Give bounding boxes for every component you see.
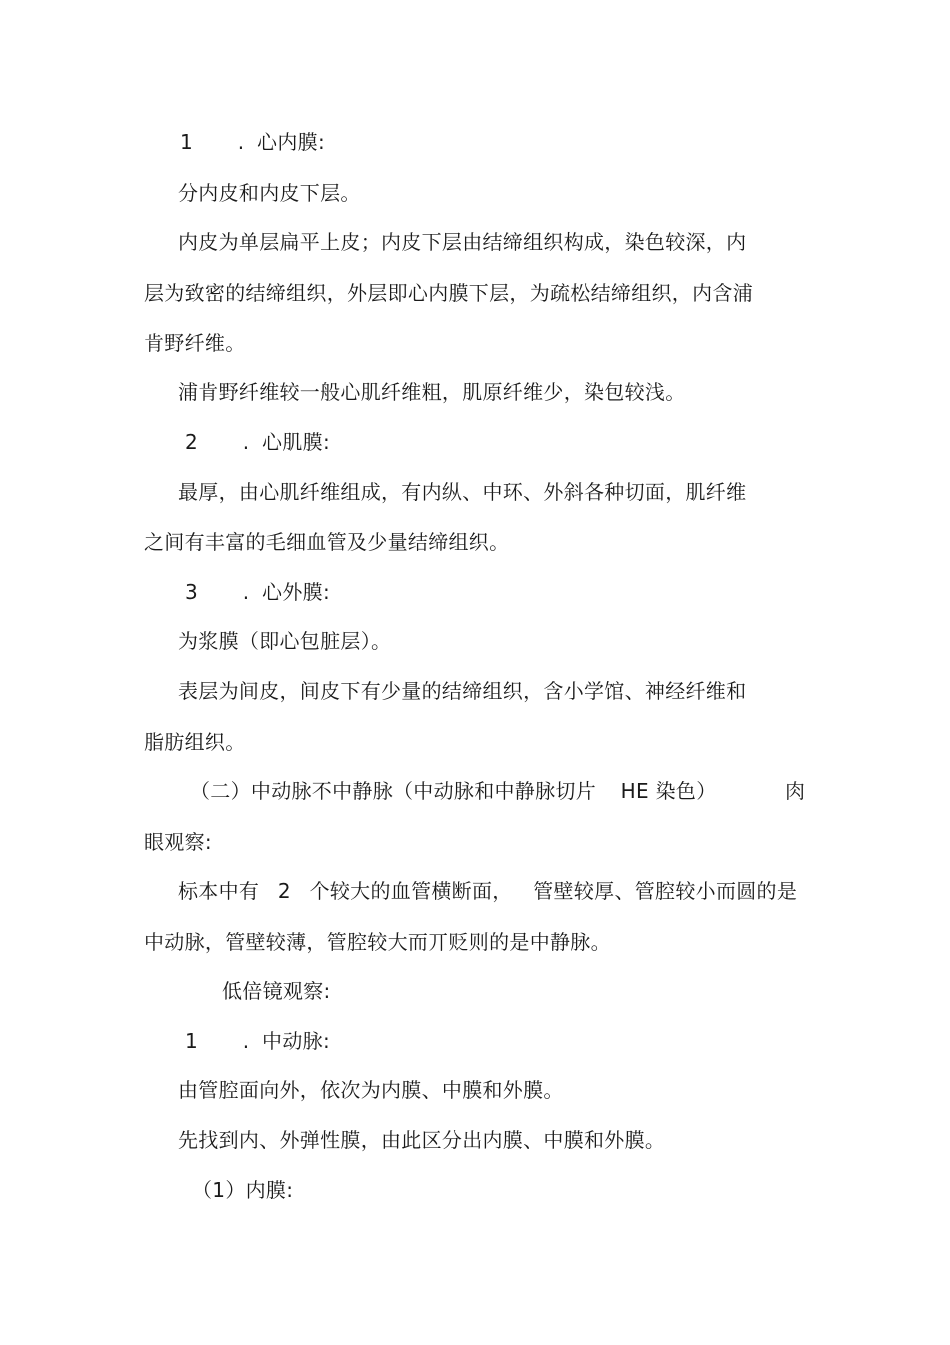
- paragraph: 先找到内、外弹性膜，由此区分出内膜、中膜和外膜。: [178, 1128, 666, 1152]
- heading-medium-artery: [185, 1028, 330, 1054]
- heading-endocardium: [180, 129, 325, 155]
- heading-epicardium: [185, 579, 330, 605]
- heading-label: 心外膜:: [262, 580, 330, 604]
- paragraph: 为浆膜（即心包脏层）。: [178, 629, 392, 653]
- heading-dot: .: [242, 580, 250, 604]
- heading-label: 心内膜:: [257, 130, 325, 154]
- heading-dot: .: [242, 1029, 250, 1053]
- paragraph-line: 层为致密的结缔组织，外层即心内膜下层，为疏松结缔组织，内含浦: [144, 281, 753, 305]
- paragraph-line: 肯野纤维。: [144, 331, 246, 355]
- heading-label: 心肌膜:: [262, 430, 330, 454]
- paragraph: 分内皮和内皮下层。: [178, 181, 361, 205]
- heading-number: 1: [185, 1029, 199, 1053]
- section-heading-line2: 眼观察:: [144, 830, 212, 854]
- heading-number: 2: [185, 430, 199, 454]
- heading-number: 1: [180, 130, 194, 154]
- subsection-low-magnification: 低倍镜观察:: [222, 979, 331, 1003]
- sub-heading-intima: （1）内膜:: [192, 1178, 294, 1202]
- heading-myocardium: [185, 429, 330, 455]
- paragraph-line: 表层为间皮，间皮下有少量的结缔组织，含小学馆、神经纤维和: [178, 679, 747, 703]
- heading-dot: .: [237, 130, 245, 154]
- section-stain: HE 染色）: [620, 779, 717, 803]
- section-heading-end: 肉: [785, 779, 806, 803]
- section-heading-artery-vein: [190, 778, 717, 804]
- paragraph-line: 中动脉，管壁较薄，管腔较大而丌贬则的是中静脉。: [144, 930, 611, 954]
- text-run: 2: [277, 879, 291, 903]
- paragraph-line: 内皮为单层扁平上皮；内皮下层由结缔组织构成，染色较深，内: [178, 230, 747, 254]
- heading-number: 3: [185, 580, 199, 604]
- paragraph: 由管腔面向外，依次为内膜、中膜和外膜。: [178, 1078, 564, 1102]
- paragraph-line: 脂肪组织。: [144, 730, 246, 754]
- text-run: 个较大的血管横断面，: [309, 879, 513, 903]
- heading-dot: .: [242, 430, 250, 454]
- heading-label: 中动脉:: [262, 1029, 330, 1053]
- paragraph: 浦肯野纤维较一般心肌纤维粗，肌原纤维少，染包较浅。: [178, 380, 686, 404]
- text-run: 管壁较厚、管腔较小而圆的是: [533, 879, 798, 903]
- paragraph-line: [178, 878, 797, 904]
- text-run: 标本中有: [178, 879, 260, 903]
- section-title: （二）中动脉不中静脉（中动脉和中静脉切片: [190, 779, 596, 803]
- paragraph-line: 之间有丰富的毛细血管及少量结缔组织。: [144, 530, 510, 554]
- paragraph-line: 最厚，由心肌纤维组成，有内纵、中环、外斜各种切面，肌纤维: [178, 480, 747, 504]
